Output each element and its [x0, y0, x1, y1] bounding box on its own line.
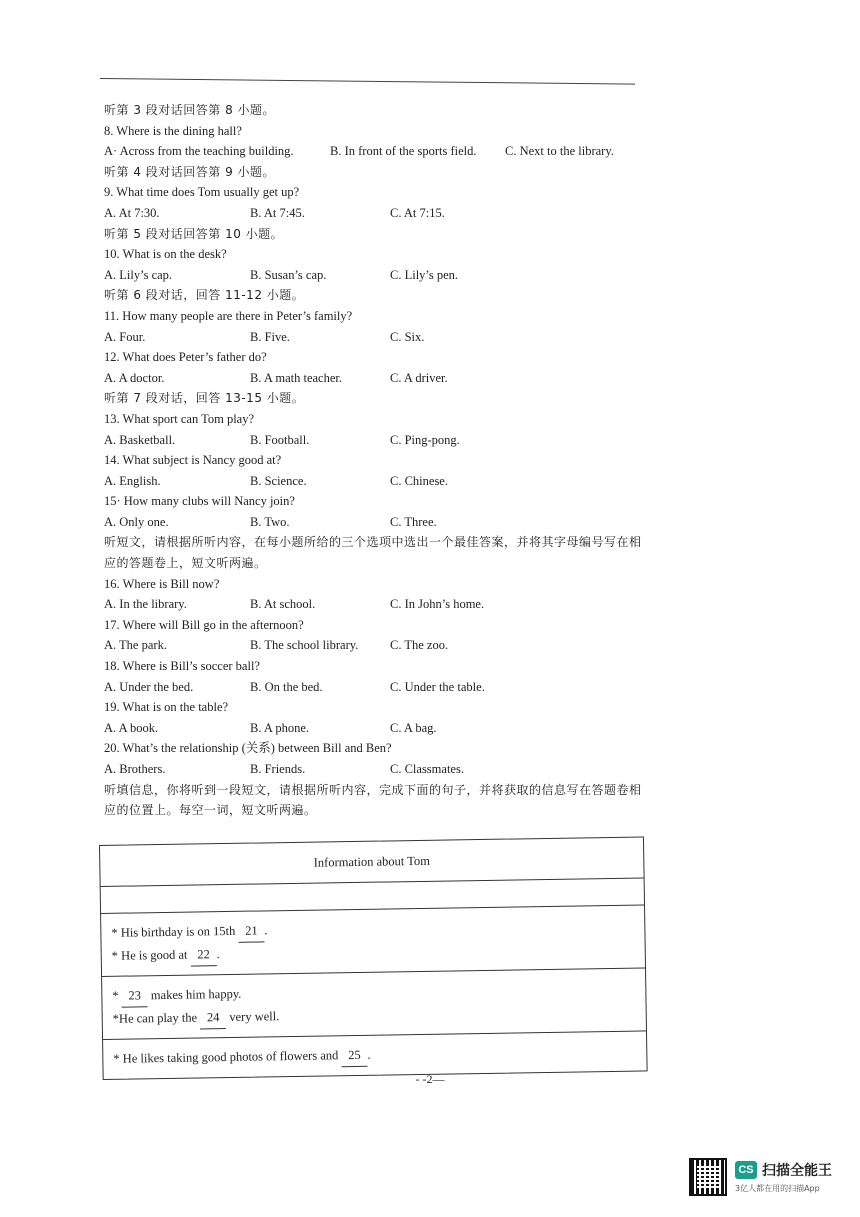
question-text: 9. What time does Tom usually get up? — [104, 185, 300, 200]
option-a: A. A doctor. — [104, 370, 165, 385]
header-rule — [100, 78, 635, 85]
answer-blank: 23 — [122, 984, 148, 1007]
option-c: C. Six. — [390, 329, 425, 344]
option-b: B. A math teacher. — [250, 370, 342, 385]
section-heading: 听第 5 段对话回答第 10 小题。 — [104, 226, 284, 241]
option-c: C. Ping-pong. — [390, 432, 460, 447]
option-b: B. On the bed. — [250, 679, 323, 694]
option-c: C. Lily’s pen. — [390, 267, 459, 282]
section-heading: 听第 4 段对话回答第 9 小题。 — [104, 164, 276, 179]
info-line-prefix: * His birthday is on 15th — [111, 923, 239, 940]
option-c: C. Under the table. — [390, 679, 485, 694]
answer-blank: 24 — [200, 1006, 226, 1029]
scanner-brand: 扫描全能王 — [762, 1163, 832, 1179]
info-table-row — [101, 905, 645, 977]
option-b: B. The school library. — [250, 638, 359, 653]
option-b: B. Two. — [250, 514, 290, 529]
option-c: C. In John’s home. — [390, 597, 485, 612]
option-a: A· Across from the teaching building. — [104, 144, 294, 159]
section-instructions-short-passage: 听短文，请根据所听内容，在每小题所给的三个选项中选出一个最佳答案，并将其字母编号写在相应的答题卷上，短文听两遍。 — [104, 535, 642, 571]
option-a: A. Basketball. — [104, 432, 176, 447]
answer-blank: 22 — [190, 943, 216, 966]
question-text: 16. Where is Bill now? — [104, 576, 220, 591]
question-group-a — [104, 100, 644, 532]
option-c: C. Classmates. — [390, 762, 464, 776]
answer-options — [104, 471, 644, 492]
option-a: A. Brothers. — [104, 762, 166, 776]
answer-options — [104, 635, 644, 656]
answer-options — [104, 203, 644, 224]
option-c: C. Next to the library. — [505, 144, 614, 159]
answer-blank: 25 — [341, 1044, 367, 1067]
option-a: A. The park. — [104, 638, 167, 653]
option-c: C. A driver. — [390, 370, 448, 385]
option-b: B. At school. — [250, 597, 316, 612]
qr-code-icon — [689, 1158, 727, 1196]
question-text: 11. How many people are there in Peter’s family? — [104, 308, 353, 323]
option-c: C. Three. — [390, 514, 437, 529]
answer-options — [104, 718, 644, 739]
answer-options — [104, 430, 644, 451]
option-b: B. Friends. — [250, 762, 306, 776]
info-line-suffix: . — [367, 1047, 371, 1062]
page-number: - -2— — [415, 1072, 445, 1086]
answer-options — [104, 327, 644, 348]
option-a: A. In the library. — [104, 597, 187, 612]
answer-options — [104, 594, 644, 615]
info-line-suffix: . — [216, 947, 220, 962]
question-text: 13. What sport can Tom play? — [104, 411, 255, 426]
option-a: A. At 7:30. — [104, 205, 160, 220]
option-a: A. Four. — [104, 329, 146, 344]
question-text: 14. What subject is Nancy good at? — [104, 453, 282, 468]
info-line-suffix: . — [264, 923, 268, 938]
option-c: C. Chinese. — [390, 473, 448, 488]
info-line-prefix: * — [112, 988, 122, 1003]
question-text: 17. Where will Bill go in the afternoon? — [104, 617, 304, 632]
option-c: C. A bag. — [390, 720, 437, 735]
scanner-watermark — [689, 1158, 832, 1196]
question-group-b — [104, 574, 644, 780]
info-line-suffix: very well. — [226, 1009, 280, 1025]
section-heading: 听第 3 段对话回答第 8 小题。 — [104, 103, 276, 117]
camscanner-logo-icon: CS — [735, 1161, 757, 1179]
option-a: A. English. — [104, 473, 161, 488]
question-text: 8. Where is the dining hall? — [104, 123, 242, 138]
info-table-row — [102, 968, 646, 1040]
info-line-prefix: * He likes taking good photos of flowers and — [113, 1048, 342, 1066]
question-text: 12. What does Peter’s father do? — [104, 350, 267, 365]
option-b: B. Science. — [250, 473, 307, 488]
question-text: 15· How many clubs will Nancy join? — [104, 494, 295, 509]
option-c: C. The zoo. — [390, 638, 449, 653]
option-a: A. Only one. — [104, 514, 169, 529]
section-heading: 听第 7 段对话，回答 13-15 小题。 — [104, 391, 305, 406]
question-text: 19. What is on the table? — [104, 700, 229, 715]
section-heading: 听第 6 段对话，回答 11-12 小题。 — [104, 288, 305, 303]
info-line-prefix: *He can play the — [112, 1010, 201, 1026]
option-b: B. At 7:45. — [250, 205, 305, 220]
answer-options — [104, 265, 644, 286]
question-text: 18. Where is Bill’s soccer ball? — [104, 659, 260, 674]
answer-options — [104, 512, 644, 533]
answer-options — [104, 368, 644, 389]
section-instructions-fill-info: 听填信息，你将听到一段短文，请根据所听内容，完成下面的句子，并将获取的信息写在答题卷相应的位置上。每空一词，短文听两遍。 — [104, 782, 642, 818]
listening-questions — [104, 100, 644, 821]
answer-options — [104, 759, 644, 780]
question-text: 10. What is on the desk? — [104, 247, 227, 262]
scanner-tagline: 3亿人都在用的扫描App — [735, 1184, 820, 1193]
info-line-prefix: * He is good at — [111, 947, 191, 963]
option-b: B. Susan’s cap. — [250, 267, 327, 282]
option-b: B. Five. — [250, 329, 290, 344]
answer-options — [104, 141, 644, 162]
answer-options — [104, 677, 644, 698]
option-b: B. In front of the sports field. — [330, 144, 477, 159]
info-table-title: Information about Tom — [100, 837, 644, 887]
info-table — [99, 836, 648, 1080]
option-b: B. A phone. — [250, 720, 310, 735]
option-a: A. Under the bed. — [104, 679, 194, 694]
option-a: A. Lily’s cap. — [104, 267, 173, 282]
answer-blank: 21 — [238, 919, 264, 942]
question-text: 20. What’s the relationship (关系) between Bill and Ben? — [104, 741, 392, 756]
info-line — [113, 1040, 636, 1071]
info-line-suffix: makes him happy. — [147, 986, 242, 1003]
option-c: C. At 7:15. — [390, 205, 445, 220]
option-b: B. Football. — [250, 432, 310, 447]
option-a: A. A book. — [104, 720, 159, 735]
